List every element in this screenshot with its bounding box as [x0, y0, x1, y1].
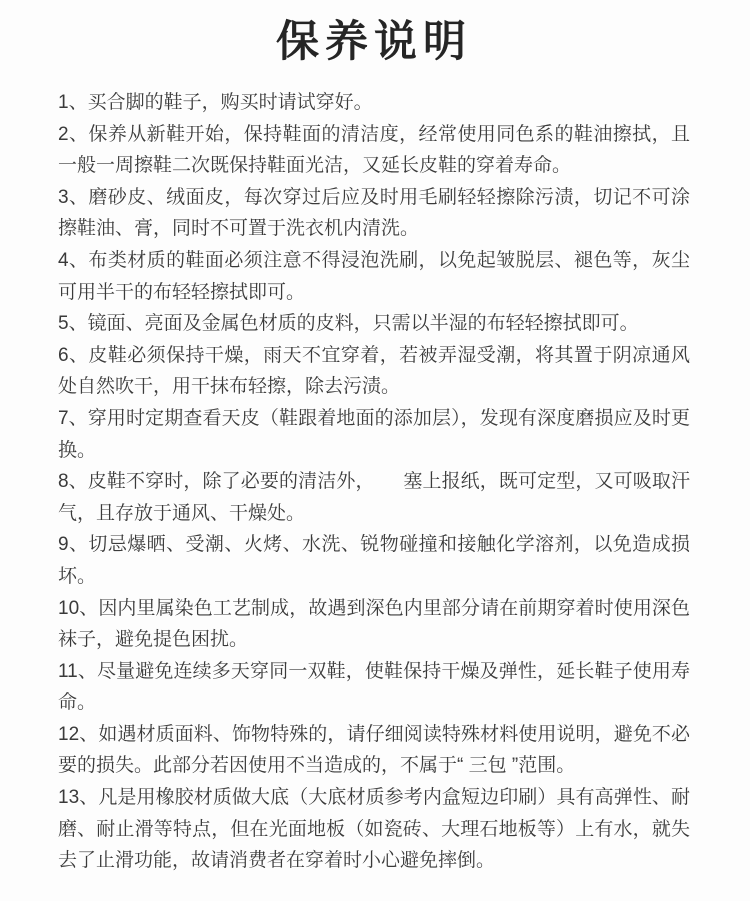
care-item-4: 4、布类材质的鞋面必须注意不得浸泡洗刷，以免起皱脱层、褪色等，灰尘可用半干的布轻轻擦拭即可。 [58, 249, 690, 303]
care-item-12: 12、如遇材质面料、饰物特殊的，请仔细阅读特殊材料使用说明，避免不必要的损失。此部分若因使用不当造成的，不属于“ 三包 ”范围。 [58, 723, 690, 777]
care-item-7: 7、穿用时定期查看天皮（鞋跟着地面的添加层），发现有深度磨损应及时更换。 [58, 407, 690, 461]
care-item-11: 11、尽量避免连续多天穿同一双鞋，使鞋保持干燥及弹性，延长鞋子使用寿命。 [58, 660, 690, 714]
care-item-13: 13、凡是用橡胶材质做大底（大底材质参考内盒短边印刷）具有高弹性、耐磨、耐止滑等特点，但在光面地板（如瓷砖、大理石地板等）上有水，就失去了止滑功能，故请消费者在穿着时小心避免摔倒。 [58, 787, 690, 872]
page-title: 保养说明 [276, 19, 472, 66]
care-item-5: 5、镜面、亮面及金属色材质的皮料，只需以半湿的布轻轻擦拭即可。 [58, 313, 639, 335]
care-item-8: 8、皮鞋不穿时，除了必要的清洁外， 塞上报纸，既可定型，又可吸取汗气，且存放于通风、干燥处。 [58, 471, 690, 524]
care-item-2: 2、保养从新鞋开始，保持鞋面的清洁度，经常使用同色系的鞋油擦拭，且一般一周擦鞋二次既保持鞋面光洁，又延长皮鞋的穿着寿命。 [58, 123, 690, 177]
care-items-list [58, 87, 690, 877]
care-item-3: 3、磨砂皮、绒面皮，每次穿过后应及时用毛刷轻轻擦除污渍，切记不可涂擦鞋油、膏，同时不可置于洗衣机内清洗。 [58, 186, 690, 240]
care-item-1: 1、买合脚的鞋子，购买时请试穿好。 [58, 92, 373, 113]
care-item-6: 6、皮鞋必须保持干燥，雨天不宜穿着，若被弄湿受潮，将其置于阴凉通风处自然吹干，用干抹布轻擦，除去污渍。 [58, 344, 690, 398]
care-item-10: 10、因内里属染色工艺制成，故遇到深色内里部分请在前期穿着时使用深色袜子，避免提色困扰。 [58, 597, 690, 651]
care-item-9: 9、切忌爆晒、受潮、火烤、水洗、锐物碰撞和接触化学溶剂，以免造成损坏。 [58, 534, 690, 587]
